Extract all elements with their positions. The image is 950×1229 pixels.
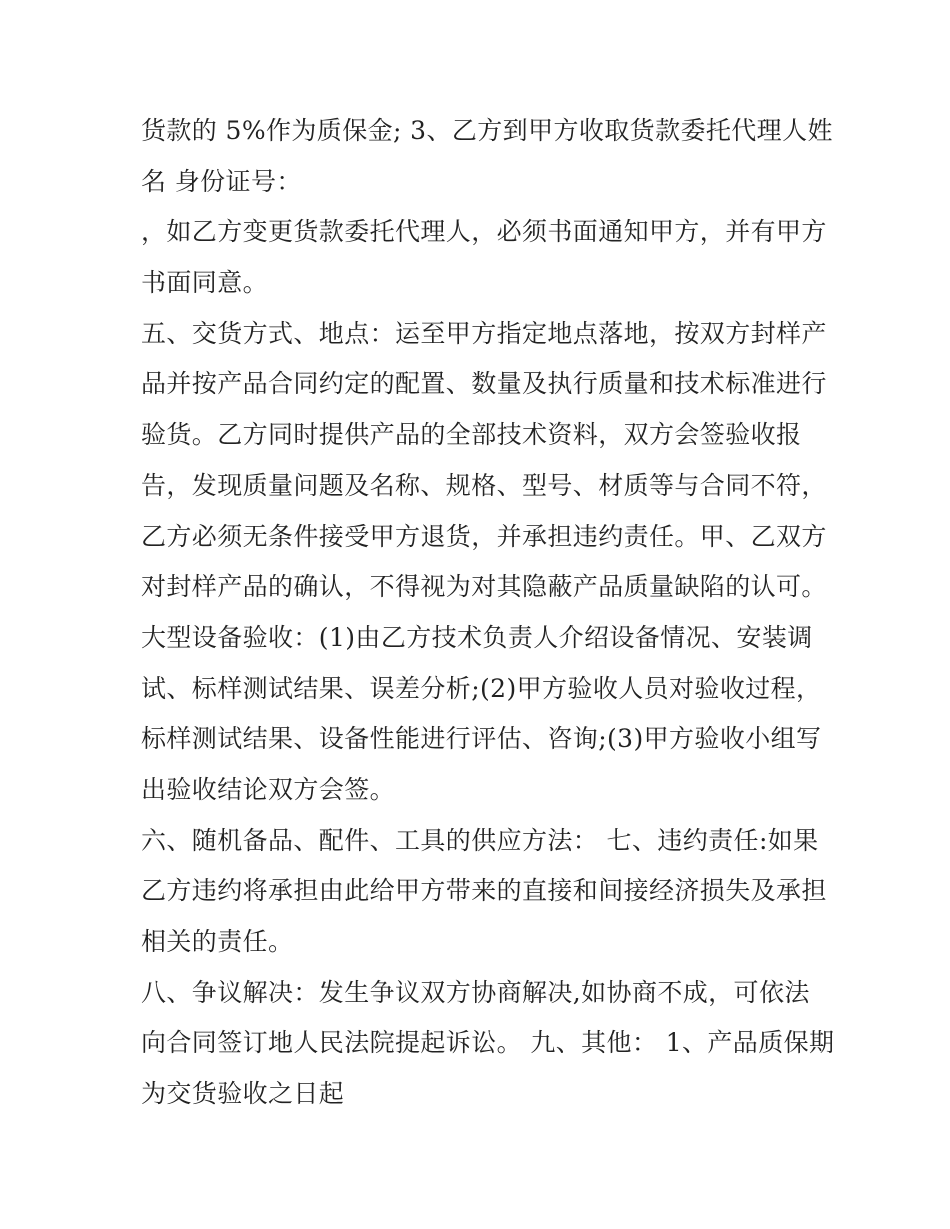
text-line: 乙方违约将承担由此给甲方带来的直接和间接经济损失及承担 (141, 876, 827, 906)
text-line: 对封样产品的确认，不得视为对其隐蔽产品质量缺陷的认可。 (141, 572, 827, 602)
text-line: 品并按产品合同约定的配置、数量及执行质量和技术标准进行 (141, 369, 827, 399)
text-line: 标样测试结果、设备性能进行评估、咨询;(3)甲方验收小组写 (141, 724, 822, 754)
text-line: 为交货验收之日起 (141, 1079, 345, 1109)
text-line: 向合同签订地人民法院提起诉讼。 九、其他： 1、产品质保期 (141, 1028, 835, 1058)
text-line: 相关的责任。 (141, 927, 294, 956)
text-line: 出验收结论双方会签。 (141, 774, 396, 804)
contract-text (141, 106, 835, 1120)
text-line: 告，发现质量问题及名称、规格、型号、材质等与合同不符， (141, 470, 827, 500)
text-line: 货款的 5%作为质保金; 3、乙方到甲方收取货款委托代理人姓 (141, 116, 833, 145)
text-line: 书面同意。 (141, 268, 269, 298)
text-line: 乙方必须无条件接受甲方退货，并承担违约责任。甲、乙双方 (141, 521, 827, 551)
text-line: 大型设备验收：(1)由乙方技术负责人介绍设备情况、安装调 (141, 622, 813, 652)
text-line: 八、争议解决：发生争议双方协商解决,如协商不成，可依法 (141, 977, 810, 1007)
text-line: 五、交货方式、地点：运至甲方指定地点落地，按双方封样产 (141, 318, 827, 348)
text-line: ，如乙方变更货款委托代理人，必须书面通知甲方，并有甲方 (141, 217, 827, 247)
text-line: 试、标样测试结果、误差分析;(2)甲方验收人员对验收过程， (141, 673, 822, 703)
text-line: 验货。乙方同时提供产品的全部技术资料，双方会签验收报 (141, 420, 802, 450)
text-line: 六、随机备品、配件、工具的供应方法： 七、违约责任:如果 (141, 825, 819, 855)
text-line: 名 身份证号： (141, 166, 302, 196)
